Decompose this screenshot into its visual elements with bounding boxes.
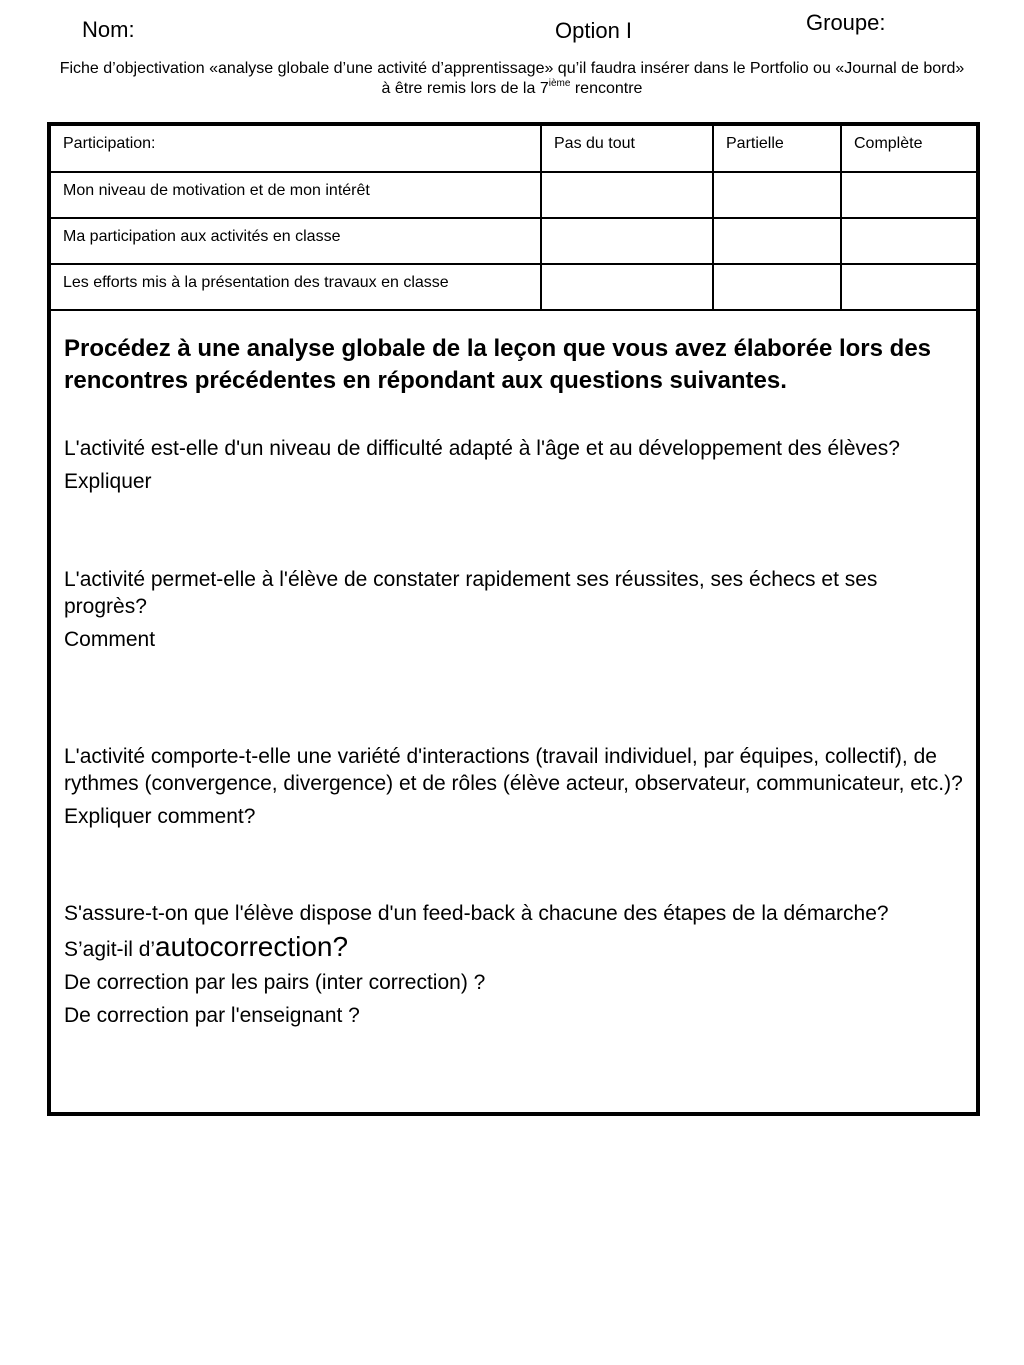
question-4-line-3: De correction par l'enseignant ? — [64, 1004, 360, 1027]
column-header-pas-du-tout: Pas du tout — [541, 126, 713, 172]
question-4-line-1 — [64, 933, 964, 963]
question-3: L'activité comporte-t-elle une variété d'interactions (travail individuel, par équipes, collectif), de rythmes (convergence, divergence) et de rôles (élève acteur, observateur, communicateur, etc.)? — [64, 745, 963, 795]
table-row — [51, 172, 976, 218]
question-2: L'activité permet-elle à l'élève de constater rapidement ses réussites, ses échecs et ses progrès? — [64, 568, 878, 618]
question-2-prompt: Comment — [64, 628, 156, 651]
row-label: Ma participation aux activités en classe — [51, 218, 541, 264]
column-header-partielle: Partielle — [713, 126, 841, 172]
table-row — [51, 218, 976, 264]
row-label: Les efforts mis à la présentation des travaux en classe — [51, 264, 541, 310]
rating-cell-complete[interactable] — [841, 172, 976, 218]
rating-cell-partielle[interactable] — [713, 172, 841, 218]
analysis-instructions: Procédez à une analyse globale de la leçon que vous avez élaborée lors des rencontres précédentes en répondant aux questions suivantes. — [64, 335, 932, 394]
analysis-section — [64, 333, 964, 1029]
column-header-participation: Participation: — [51, 126, 541, 172]
subtitle-text-end: rencontre — [570, 80, 643, 97]
participation-table — [51, 126, 976, 311]
rating-cell-partielle[interactable] — [713, 264, 841, 310]
rating-cell-pas-du-tout[interactable] — [541, 172, 713, 218]
document-subtitle — [58, 59, 966, 99]
rating-cell-pas-du-tout[interactable] — [541, 264, 713, 310]
rating-cell-complete[interactable] — [841, 218, 976, 264]
question-4-line-1-prefix: S’agit-il d’ — [64, 938, 156, 961]
nom-label: Nom: — [82, 17, 135, 42]
question-3-prompt: Expliquer comment? — [64, 805, 256, 828]
column-header-complete: Complète — [841, 126, 976, 172]
question-4: S'assure-t-on que l'élève dispose d'un feed-back à chacune des étapes de la démarche? — [64, 902, 889, 925]
groupe-label: Groupe: — [806, 10, 886, 35]
question-1-prompt: Expliquer — [64, 470, 152, 493]
question-4-line-2: De correction par les pairs (inter correction) ? — [64, 971, 486, 994]
table-header-row — [51, 126, 976, 172]
objectivation-form — [47, 122, 980, 1116]
rating-cell-pas-du-tout[interactable] — [541, 218, 713, 264]
subtitle-superscript: ième — [548, 77, 571, 89]
rating-cell-complete[interactable] — [841, 264, 976, 310]
question-4-line-1-emphasis: autocorrection? — [155, 931, 349, 962]
option-label: Option I — [555, 18, 633, 43]
rating-cell-partielle[interactable] — [713, 218, 841, 264]
question-1: L'activité est-elle d'un niveau de difficulté adapté à l'âge et au développement des élèves? — [64, 437, 900, 460]
table-row — [51, 264, 976, 310]
subtitle-text: Fiche d’objectivation «analyse globale d’une activité d’apprentissage» qu’il faudra insérer dans le Portfolio ou «Journal de bord» à être remis lors de la 7 — [59, 60, 965, 97]
row-label: Mon niveau de motivation et de mon intérêt — [51, 172, 541, 218]
